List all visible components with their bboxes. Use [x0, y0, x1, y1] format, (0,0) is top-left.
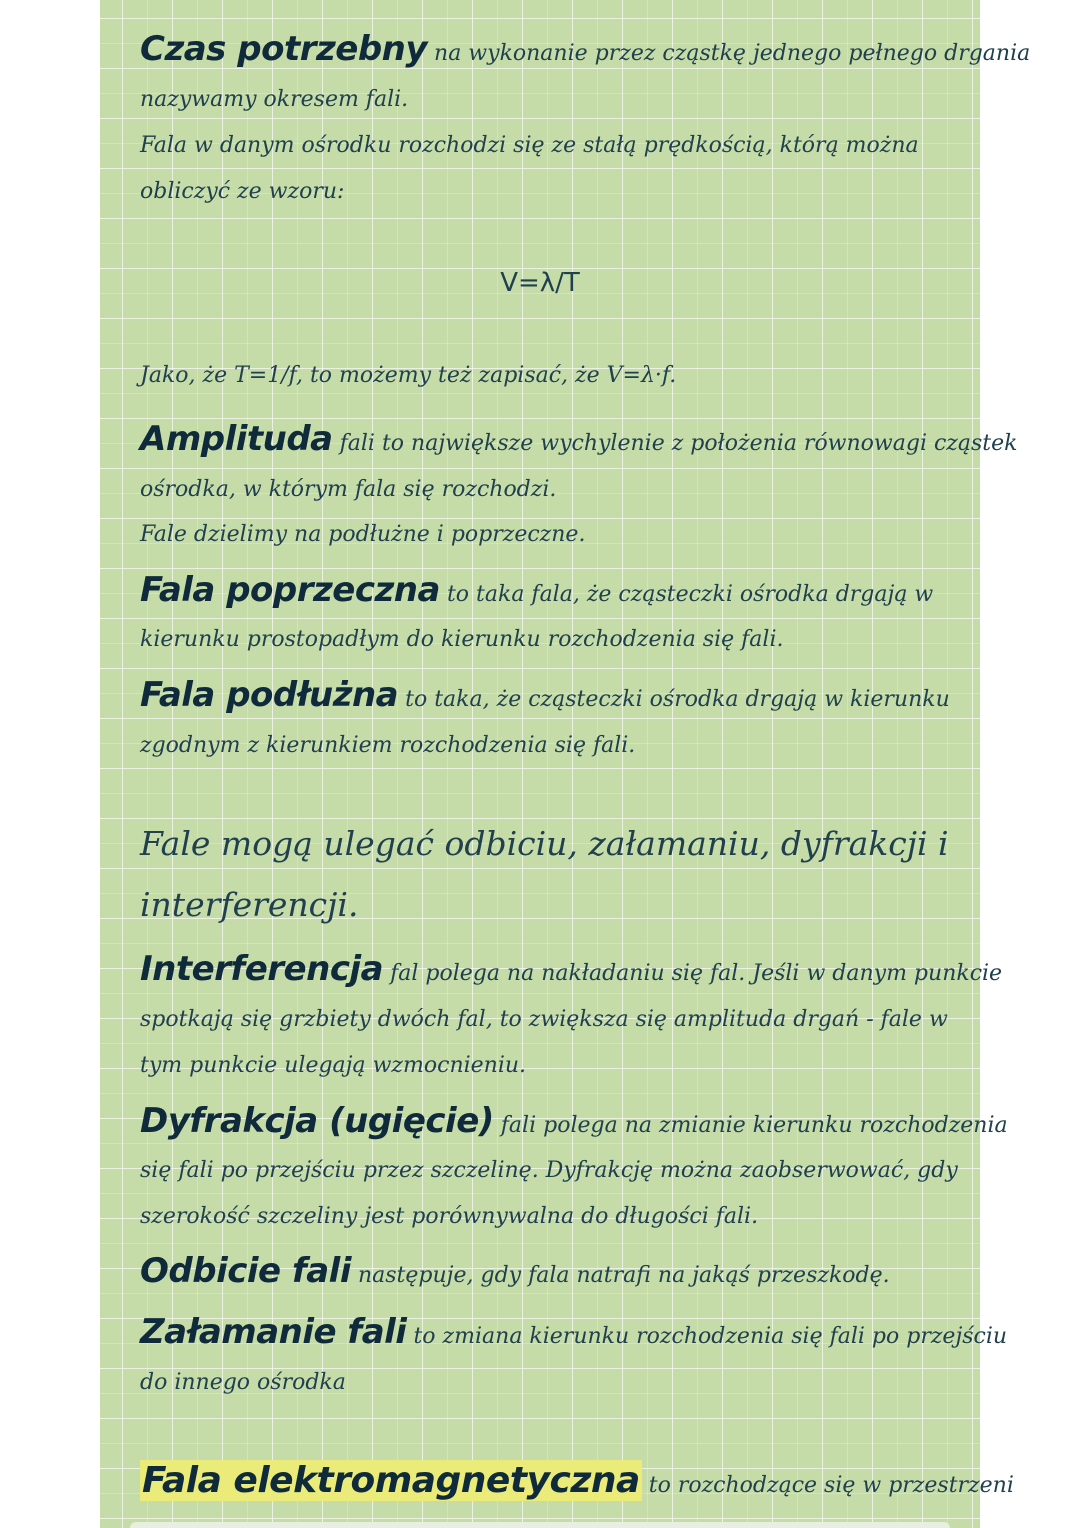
paragraph-refraction-line-1: [140, 1312, 1008, 1352]
text-period-definition: na wykonanie przez cząstkę jednego pełnego drgania: [427, 41, 1031, 66]
term-odbicie-fali: Odbicie fali: [140, 1251, 351, 1291]
paragraph-interference-line-1: [140, 949, 1003, 989]
paragraph-diffraction-line-2: się fali po przejściu przez szczelinę. Dyfrakcję można zaobserwować, gdy: [140, 1158, 958, 1183]
term-fala-podluzna: Fala podłużna: [140, 675, 399, 715]
paragraph-reflection: [140, 1251, 890, 1291]
text-interference-definition: fal polega na nakładaniu się fal. Jeśli w danym punkcie: [383, 961, 1003, 986]
term-fala-poprzeczna: Fala poprzeczna: [140, 570, 440, 610]
text-amplitude-definition: fali to największe wychylenie z położenia równowagi cząstek: [332, 431, 1018, 456]
paragraph-speed-line-1: Fala w danym ośrodku rozchodzi się ze stałą prędkością, którą można: [140, 133, 919, 158]
paragraph-longitudinal-line-2: zgodnym z kierunkiem rozchodzenia się fali.: [140, 733, 636, 758]
paragraph-diffraction-line-1: [140, 1101, 1008, 1141]
paragraph-period-line-2: nazywamy okresem fali.: [140, 87, 409, 112]
text-reflection-definition: następuje, gdy fala natrafi na jakąś przeszkodę.: [350, 1263, 890, 1288]
term-fala-elektromagnetyczna: Fala elektromagnetyczna: [142, 1460, 640, 1501]
paragraph-em-wave: [140, 1460, 1014, 1501]
formula-wave-speed: V=λ/T: [500, 268, 580, 298]
paragraph-diffraction-line-3: szerokość szczeliny jest porównywalna do długości fali.: [140, 1204, 759, 1229]
paragraph-amplitude-line-1: [140, 419, 1018, 459]
bottom-edge-bar: [130, 1522, 950, 1528]
paragraph-longitudinal-line-1: [140, 675, 950, 715]
paragraph-transverse-line-1: [140, 570, 934, 610]
term-amplitude: Amplituda: [140, 419, 333, 459]
term-dyfrakcja: Dyfrakcja (ugięcie): [140, 1101, 494, 1141]
text-refraction-definition: to zmiana kierunku rozchodzenia się fali po przejściu: [406, 1324, 1008, 1349]
paragraph-transverse-line-2: kierunku prostopadłym do kierunku rozchodzenia się fali.: [140, 627, 784, 652]
text-em-wave-definition: to rozchodzące się w przestrzeni: [641, 1473, 1014, 1498]
term-interferencja: Interferencja: [140, 949, 384, 989]
paragraph-speed-line-2: obliczyć ze wzoru:: [140, 179, 345, 204]
term-czas-potrzebny: Czas potrzebny: [140, 29, 428, 69]
heading-wave-phenomena-line-1: Fale mogą ulegać odbiciu, załamaniu, dyfrakcji i: [140, 824, 949, 863]
text-transverse-definition: to taka fala, że cząsteczki ośrodka drgają w: [439, 582, 934, 607]
paragraph-interference-line-3: tym punkcie ulegają wzmocnieniu.: [140, 1053, 527, 1078]
paragraph-refraction-line-2: do innego ośrodka: [140, 1370, 346, 1395]
grid-paper-page: [100, 0, 980, 1528]
paragraph-frequency-relation: Jako, że T=1/f, to możemy też zapisać, że V=λ·f.: [140, 363, 677, 388]
paragraph-interference-line-2: spotkają się grzbiety dwóch fal, to zwiększa się amplituda drgań - fale w: [140, 1007, 948, 1032]
term-zalamanie-fali: Załamanie fali: [140, 1312, 407, 1352]
text-longitudinal-definition: to taka, że cząsteczki ośrodka drgają w kierunku: [398, 687, 950, 712]
text-diffraction-definition: fali polega na zmianie kierunku rozchodzenia: [493, 1113, 1008, 1138]
paragraph-amplitude-line-2: ośrodka, w którym fala się rozchodzi.: [140, 477, 557, 502]
paragraph-wave-types: Fale dzielimy na podłużne i poprzeczne.: [140, 522, 586, 547]
paragraph-period-line-1: [140, 29, 1031, 69]
heading-wave-phenomena-line-2: interferencji.: [140, 885, 359, 924]
